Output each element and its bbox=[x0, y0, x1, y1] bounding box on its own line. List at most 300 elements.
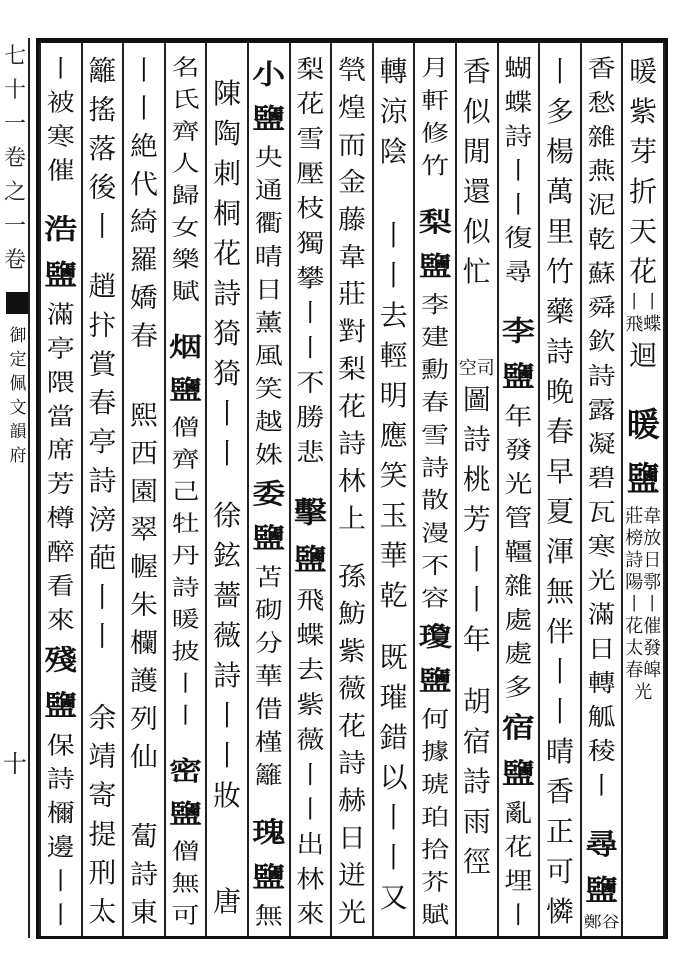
body-char: 悲 bbox=[296, 437, 325, 467]
body-char: 芳 bbox=[462, 503, 491, 536]
body-char: 詩 bbox=[337, 747, 366, 779]
body-char: 歸 bbox=[171, 182, 200, 209]
body-char: 花 bbox=[504, 833, 533, 861]
body-char: 赫 bbox=[337, 785, 366, 817]
annotation-pair bbox=[625, 528, 661, 550]
annotation-char: 發 bbox=[643, 638, 662, 659]
body-char: 詩 bbox=[88, 464, 117, 497]
body-char: 鹽 bbox=[252, 521, 286, 555]
body-char: 來 bbox=[46, 605, 75, 634]
body-char: 密 bbox=[169, 755, 203, 787]
body-char: 樂 bbox=[171, 246, 200, 273]
body-char: 僧 bbox=[171, 838, 200, 865]
body-char: 林 bbox=[296, 864, 325, 894]
body-char: 列 bbox=[129, 703, 158, 735]
body-char: 丨 bbox=[88, 620, 117, 653]
body-char: 鹽 bbox=[501, 359, 535, 393]
body-char: 當 bbox=[46, 402, 75, 431]
body-char: 風 bbox=[254, 341, 283, 370]
annotation-char: 飛 bbox=[625, 314, 644, 335]
body-char: 詩 bbox=[421, 454, 450, 482]
body-char: 乾 bbox=[587, 225, 616, 254]
annotation-pair bbox=[625, 550, 661, 572]
body-char: 氏 bbox=[171, 86, 200, 113]
body-char: 鹽 bbox=[169, 374, 203, 406]
body-char: 代 bbox=[129, 168, 158, 200]
body-char: 竹 bbox=[421, 152, 450, 180]
body-char: 分 bbox=[254, 629, 283, 657]
body-char: 賦 bbox=[171, 278, 200, 305]
body-char: 瓦 bbox=[587, 498, 616, 527]
body-char: 浩 bbox=[44, 212, 78, 246]
column-rule bbox=[330, 43, 332, 936]
body-char: 春 bbox=[545, 415, 574, 448]
body-char: 尋 bbox=[585, 827, 619, 861]
annotation-pair bbox=[126, 355, 162, 376]
body-char: 輕 bbox=[379, 339, 408, 372]
body-char: 據 bbox=[421, 738, 450, 766]
body-char: 薇 bbox=[337, 673, 366, 704]
body-char: 幄 bbox=[129, 551, 158, 583]
body-char: 丨 bbox=[296, 760, 325, 789]
body-char: 明 bbox=[379, 379, 408, 412]
body-char: 小 bbox=[252, 57, 286, 90]
annotation-pair bbox=[126, 776, 162, 797]
body-char: 紫 bbox=[337, 635, 366, 667]
column-rule bbox=[289, 43, 291, 936]
body-char: 女 bbox=[171, 214, 200, 241]
margin-char: 十 bbox=[3, 78, 26, 103]
body-char: 齊 bbox=[171, 446, 200, 473]
body-char: 綺 bbox=[129, 206, 158, 238]
body-char: 露 bbox=[587, 395, 616, 424]
body-char: 紫 bbox=[629, 95, 658, 128]
body-char: 鹽 bbox=[252, 860, 286, 893]
annotation-char: 花 bbox=[625, 616, 644, 637]
body-char: 花 bbox=[337, 391, 366, 422]
text-column bbox=[376, 52, 412, 918]
body-char: 孫 bbox=[337, 561, 366, 592]
margin-char: 卷 bbox=[3, 248, 26, 273]
body-char: 余 bbox=[88, 701, 117, 734]
body-char: 林 bbox=[337, 465, 366, 497]
margin-char: 一 bbox=[3, 112, 26, 137]
body-char: 詩 bbox=[462, 765, 491, 798]
annotation-pair bbox=[625, 682, 661, 704]
body-char: 醉 bbox=[46, 537, 75, 566]
book-title-char: 文 bbox=[9, 398, 27, 418]
body-char: 絶 bbox=[129, 130, 158, 162]
body-char: 披 bbox=[171, 638, 200, 665]
body-char: 管 bbox=[504, 503, 533, 532]
body-char: 越 bbox=[254, 408, 283, 436]
body-char: 尋 bbox=[504, 258, 533, 287]
annotation-char: 莊 bbox=[625, 506, 644, 527]
body-char: 芳 bbox=[46, 470, 75, 499]
annotation-pair bbox=[625, 506, 661, 528]
body-char: 日 bbox=[337, 822, 366, 854]
body-char: 處 bbox=[504, 605, 533, 634]
body-char: 花 bbox=[213, 237, 242, 270]
body-char: 翠 bbox=[129, 513, 158, 545]
annotation-char: 催 bbox=[643, 616, 662, 637]
body-char: 竹 bbox=[545, 255, 574, 288]
body-char: 花 bbox=[629, 255, 658, 288]
body-char: 泥 bbox=[587, 191, 616, 220]
body-char: 名 bbox=[171, 54, 200, 81]
body-char: 轉 bbox=[587, 668, 616, 697]
body-char: 人 bbox=[171, 150, 200, 177]
annotation-pair bbox=[251, 792, 287, 810]
body-char: 桃 bbox=[462, 463, 491, 496]
annotation-pair bbox=[376, 616, 412, 638]
body-char: 不 bbox=[296, 368, 325, 397]
body-char: 己 bbox=[171, 478, 200, 505]
annotation-pair bbox=[459, 660, 495, 682]
body-char: 處 bbox=[504, 639, 533, 668]
annotation-pair bbox=[43, 188, 79, 207]
annotation-char: 丨 bbox=[625, 594, 644, 615]
body-char: 丨 bbox=[504, 900, 533, 929]
body-char: 上 bbox=[337, 503, 366, 534]
body-char: 丨 bbox=[171, 670, 200, 697]
body-char: 來 bbox=[296, 899, 325, 929]
body-char: 楊 bbox=[545, 135, 574, 168]
body-char: 徑 bbox=[462, 845, 491, 878]
annotation-pair bbox=[292, 470, 328, 489]
body-char: 軒 bbox=[421, 87, 450, 115]
body-char: 多 bbox=[504, 673, 533, 702]
body-char: 姝 bbox=[254, 441, 283, 469]
body-char: 錯 bbox=[379, 721, 408, 754]
body-char: 暖 bbox=[626, 405, 660, 444]
body-char: 衢 bbox=[254, 209, 283, 238]
annotation-pair bbox=[417, 183, 453, 201]
body-char: 丨 bbox=[129, 54, 158, 87]
body-char: 丨 bbox=[88, 581, 117, 614]
annotation-char: 光 bbox=[634, 682, 653, 703]
annotation-pair bbox=[459, 358, 495, 380]
column-rule bbox=[497, 43, 499, 936]
body-char: 光 bbox=[587, 566, 616, 595]
body-char: 保 bbox=[46, 731, 75, 760]
body-char: 雜 bbox=[504, 571, 533, 600]
body-char: 羅 bbox=[129, 244, 158, 276]
body-char: 去 bbox=[296, 655, 325, 685]
body-char: 玉 bbox=[379, 499, 408, 532]
text-column bbox=[251, 52, 287, 933]
text-column bbox=[43, 52, 79, 932]
body-char: 以 bbox=[379, 761, 408, 794]
annotation-pair bbox=[584, 914, 620, 933]
body-char: 勝 bbox=[296, 403, 325, 432]
body-char: 搖 bbox=[88, 93, 117, 126]
body-char: 容 bbox=[421, 584, 450, 612]
body-char: 猗 bbox=[213, 357, 242, 390]
body-char: 滿 bbox=[46, 300, 75, 329]
body-char: 牡 bbox=[171, 510, 200, 537]
body-char: 丨 bbox=[88, 210, 117, 243]
body-char: 鹽 bbox=[418, 664, 452, 697]
body-char: 正 bbox=[545, 815, 574, 848]
annotation-pair bbox=[376, 194, 412, 216]
body-char: 對 bbox=[337, 316, 366, 348]
body-char: 春 bbox=[88, 386, 117, 420]
annotation-char: 丨 bbox=[625, 292, 644, 313]
column-rule bbox=[164, 43, 166, 936]
body-char: 丨 bbox=[171, 702, 200, 729]
body-char: 賞 bbox=[88, 348, 117, 381]
body-char: 迸 bbox=[337, 859, 366, 891]
annotation-char: 丨 bbox=[643, 594, 662, 615]
annotation-pair bbox=[584, 803, 620, 822]
body-char: 去 bbox=[379, 299, 408, 332]
body-char: 鹽 bbox=[44, 688, 78, 722]
annotation-char: 春 bbox=[625, 660, 644, 681]
annotation-pair bbox=[500, 289, 536, 308]
body-char: 春 bbox=[129, 320, 158, 352]
body-char: 香 bbox=[545, 775, 574, 808]
column-rule bbox=[580, 43, 582, 936]
text-column bbox=[459, 52, 495, 882]
body-char: 修 bbox=[421, 119, 450, 147]
body-char: 萬 bbox=[545, 175, 574, 208]
body-char: 攀 bbox=[296, 263, 325, 293]
fishtail-mark bbox=[6, 292, 28, 314]
annotation-pair bbox=[625, 594, 661, 616]
body-char: 出 bbox=[296, 829, 325, 859]
annotation-pair bbox=[126, 797, 162, 818]
body-char: 華 bbox=[254, 662, 283, 690]
body-char: 寒 bbox=[46, 122, 75, 151]
body-char: 丨 bbox=[462, 583, 491, 616]
annotation-pair bbox=[209, 816, 245, 838]
body-char: 晚 bbox=[545, 375, 574, 408]
body-char: 鹽 bbox=[501, 756, 535, 790]
body-char: 桐 bbox=[213, 197, 242, 230]
column-rule bbox=[81, 43, 83, 936]
body-char: 鹽 bbox=[169, 798, 203, 830]
body-char: 舜 bbox=[587, 293, 616, 322]
column-rule bbox=[122, 43, 124, 936]
annotation-char: 丨 bbox=[643, 292, 662, 313]
body-char: 熙 bbox=[129, 399, 158, 432]
body-char: 似 bbox=[462, 215, 491, 248]
body-char: 乾 bbox=[379, 579, 408, 612]
annotation-pair bbox=[625, 660, 661, 682]
body-char: 蝶 bbox=[504, 88, 533, 117]
text-column bbox=[84, 52, 120, 932]
body-char: 觚 bbox=[587, 702, 616, 731]
column-rule bbox=[455, 43, 457, 936]
frame-bottom-border bbox=[36, 936, 668, 939]
annotation-pair bbox=[625, 314, 661, 336]
body-char: 瓊 bbox=[418, 620, 452, 653]
body-char: 漫 bbox=[421, 519, 450, 547]
body-char: 圖 bbox=[462, 383, 491, 416]
body-char: 藥 bbox=[545, 295, 574, 328]
body-char: 陳 bbox=[213, 77, 242, 110]
body-char: 丨 bbox=[46, 866, 75, 895]
column-rule bbox=[621, 43, 623, 936]
body-char: 砌 bbox=[254, 596, 283, 624]
body-char: 涼 bbox=[379, 95, 408, 128]
body-char: 刑 bbox=[88, 856, 117, 890]
body-char: 煢 bbox=[337, 54, 366, 86]
body-char: 殘 bbox=[44, 643, 78, 677]
body-char: 璀 bbox=[379, 681, 408, 714]
body-char: 鹽 bbox=[44, 258, 78, 292]
body-char: 梨 bbox=[418, 206, 452, 239]
body-char: 光 bbox=[504, 470, 533, 499]
body-char: 雪 bbox=[421, 421, 450, 449]
column-rule bbox=[413, 43, 415, 936]
body-char: 詩 bbox=[462, 423, 491, 456]
body-char: 朱 bbox=[129, 589, 158, 621]
body-char: 蝶 bbox=[296, 620, 325, 650]
body-char: 鹽 bbox=[585, 873, 619, 907]
annotation-char: 陽 bbox=[625, 572, 644, 593]
annotation-pair bbox=[84, 246, 120, 267]
body-char: 丨 bbox=[545, 695, 574, 728]
body-char: 丨 bbox=[504, 156, 533, 185]
body-char: 閒 bbox=[462, 135, 491, 168]
annotation-pair bbox=[209, 838, 245, 860]
annotation-pair bbox=[459, 314, 495, 336]
body-char: 蘇 bbox=[587, 259, 616, 288]
margin-char: 之 bbox=[3, 180, 26, 205]
text-column bbox=[542, 52, 578, 932]
annotation-pair bbox=[209, 860, 245, 882]
body-char: 金 bbox=[337, 166, 366, 198]
body-char: 唐 bbox=[213, 885, 242, 918]
body-char: 徐 bbox=[213, 499, 242, 532]
body-char: 李 bbox=[421, 291, 450, 319]
body-char: 應 bbox=[379, 419, 408, 452]
body-char: 刺 bbox=[213, 157, 242, 190]
body-char: 陰 bbox=[379, 135, 408, 168]
book-title-char: 韻 bbox=[9, 422, 27, 442]
column-rule bbox=[39, 43, 41, 936]
body-char: 滿 bbox=[587, 600, 616, 629]
column-rule bbox=[205, 43, 207, 936]
body-char: 笑 bbox=[254, 374, 283, 403]
body-char: 詩 bbox=[46, 765, 75, 794]
body-char: 年 bbox=[504, 402, 533, 431]
body-char: 央 bbox=[254, 143, 283, 171]
body-char: 枝 bbox=[296, 193, 325, 223]
body-char: 凝 bbox=[587, 429, 616, 459]
annotation-char: 空 bbox=[458, 358, 477, 379]
body-char: 妝 bbox=[213, 779, 242, 812]
body-char: 丨 bbox=[462, 543, 491, 576]
annotation-pair bbox=[168, 732, 204, 750]
body-char: 珀 bbox=[421, 803, 450, 831]
body-char: 香 bbox=[587, 54, 616, 83]
body-char: 丨 bbox=[296, 794, 325, 824]
body-char: 早 bbox=[545, 455, 574, 488]
body-char: 鹽 bbox=[293, 542, 327, 577]
body-char: 藤 bbox=[337, 204, 366, 236]
body-char: 蝴 bbox=[504, 54, 533, 83]
body-char: 丨 bbox=[379, 841, 408, 874]
body-char: 雨 bbox=[462, 805, 491, 838]
body-char: 鹽 bbox=[418, 250, 452, 283]
body-char: 憐 bbox=[545, 895, 574, 928]
body-char: 槿 bbox=[254, 728, 283, 756]
body-char: 欄 bbox=[129, 627, 158, 659]
annotation-char: 皡 bbox=[643, 660, 662, 681]
margin-column bbox=[2, 40, 28, 278]
body-char: 薇 bbox=[213, 619, 242, 652]
body-char: 靖 bbox=[88, 740, 117, 773]
body-char: 丨 bbox=[213, 739, 242, 772]
annotation-pair bbox=[84, 656, 120, 677]
body-char: 邊 bbox=[46, 833, 75, 861]
body-char: 愁 bbox=[587, 88, 616, 117]
body-char: 被 bbox=[46, 88, 75, 117]
text-column bbox=[209, 52, 245, 922]
body-char: 薔 bbox=[213, 579, 242, 612]
body-char: 拾 bbox=[421, 836, 450, 864]
annotation-pair bbox=[126, 376, 162, 397]
body-char: 催 bbox=[46, 156, 75, 185]
body-char: 蔔 bbox=[129, 820, 158, 853]
body-char: 丨 bbox=[587, 771, 616, 800]
annotation-pair bbox=[625, 292, 661, 314]
body-char: 薇 bbox=[296, 725, 325, 755]
body-char: 鉉 bbox=[213, 539, 242, 572]
body-char: 寄 bbox=[88, 779, 117, 812]
body-char: 迴 bbox=[629, 339, 658, 372]
annotation-pair bbox=[209, 52, 245, 74]
body-char: 丨 bbox=[46, 900, 75, 929]
body-char: 不 bbox=[421, 552, 450, 580]
body-char: 寒 bbox=[587, 532, 616, 561]
body-char: 鹽 bbox=[626, 459, 660, 498]
body-char: 鹽 bbox=[252, 102, 286, 135]
body-char: 華 bbox=[379, 539, 408, 572]
body-char: 夏 bbox=[545, 495, 574, 528]
body-char: 韁 bbox=[504, 537, 533, 566]
annotation-char: 太 bbox=[625, 638, 644, 659]
body-char: 紫 bbox=[296, 690, 325, 720]
body-char: 丨 bbox=[504, 190, 533, 219]
body-char: 似 bbox=[462, 95, 491, 128]
body-char: 散 bbox=[421, 486, 450, 514]
book-title-char: 定 bbox=[9, 350, 27, 370]
body-char: 丨 bbox=[213, 699, 242, 732]
book-title bbox=[6, 324, 30, 468]
annotation-char: 韋 bbox=[643, 506, 662, 527]
annotation-char: 日 bbox=[643, 550, 662, 571]
body-char: 看 bbox=[46, 571, 75, 600]
body-char: 可 bbox=[171, 902, 200, 929]
body-char: 復 bbox=[504, 224, 533, 253]
body-char: 晴 bbox=[545, 735, 574, 768]
body-char: 琥 bbox=[421, 770, 450, 798]
page-number: 十 bbox=[3, 750, 27, 778]
body-char: 丨 bbox=[296, 333, 325, 363]
body-char: 燕 bbox=[587, 156, 616, 186]
body-char: 忙 bbox=[462, 255, 491, 288]
text-column bbox=[168, 52, 204, 932]
body-char: 碧 bbox=[587, 463, 616, 493]
margin-char: 卷 bbox=[3, 146, 26, 171]
body-char: 魴 bbox=[337, 598, 366, 630]
annotation-char: 詩 bbox=[625, 550, 644, 571]
body-char: 天 bbox=[629, 215, 658, 248]
